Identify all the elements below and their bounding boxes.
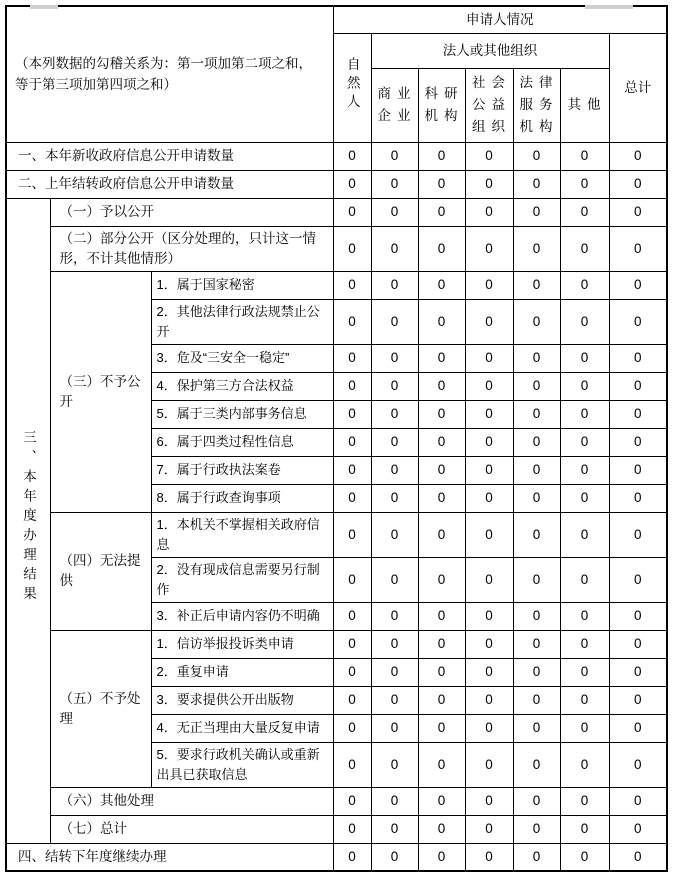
value-cell: 0 bbox=[560, 742, 609, 787]
sub-item-label: 7．属于行政执法案卷 bbox=[151, 456, 333, 484]
section-annual-results-label bbox=[6, 198, 50, 843]
value-cell: 0 bbox=[333, 428, 371, 456]
value-cell: 0 bbox=[465, 372, 513, 400]
value-cell: 0 bbox=[465, 714, 513, 742]
value-cell: 0 bbox=[513, 512, 560, 557]
value-cell: 0 bbox=[371, 226, 418, 271]
value-cell: 0 bbox=[418, 658, 465, 686]
value-cell: 0 bbox=[465, 630, 513, 658]
row-label: 二、上年结转政府信息公开申请数量 bbox=[6, 170, 333, 198]
sub-item-label: 5．要求行政机关确认或重新出具已获取信息 bbox=[151, 742, 333, 787]
header-col-research-institution: 科研机构 bbox=[418, 68, 465, 142]
cropped-ui-fragment bbox=[585, 5, 633, 9]
table-row bbox=[6, 815, 667, 843]
value-cell: 0 bbox=[333, 226, 371, 271]
value-cell: 0 bbox=[371, 630, 418, 658]
header-col-legal-service-org: 法律服务机构 bbox=[513, 68, 560, 142]
value-cell: 0 bbox=[560, 658, 609, 686]
value-cell: 0 bbox=[333, 484, 371, 512]
value-cell: 0 bbox=[371, 400, 418, 428]
value-cell: 0 bbox=[418, 787, 465, 815]
value-cell: 0 bbox=[371, 512, 418, 557]
value-cell: 0 bbox=[609, 372, 667, 400]
value-cell: 0 bbox=[560, 226, 609, 271]
header-row-applicant bbox=[6, 6, 667, 33]
value-cell: 0 bbox=[333, 742, 371, 787]
table-row bbox=[6, 787, 667, 815]
value-cell: 0 bbox=[371, 557, 418, 602]
value-cell: 0 bbox=[560, 271, 609, 299]
table-row bbox=[6, 198, 667, 226]
value-cell: 0 bbox=[560, 714, 609, 742]
sub-item-label: 1．属于国家秘密 bbox=[151, 271, 333, 299]
value-cell: 0 bbox=[513, 226, 560, 271]
value-cell: 0 bbox=[333, 714, 371, 742]
value-cell: 0 bbox=[513, 714, 560, 742]
value-cell: 0 bbox=[465, 170, 513, 198]
value-cell: 0 bbox=[609, 198, 667, 226]
value-cell: 0 bbox=[513, 271, 560, 299]
header-legal-org-group: 法人或其他组织 bbox=[371, 33, 609, 68]
value-cell: 0 bbox=[371, 344, 418, 372]
value-cell: 0 bbox=[560, 170, 609, 198]
value-cell: 0 bbox=[418, 843, 465, 871]
value-cell: 0 bbox=[609, 456, 667, 484]
value-cell: 0 bbox=[513, 686, 560, 714]
row-label: 一、本年新收政府信息公开申请数量 bbox=[6, 142, 333, 170]
value-cell: 0 bbox=[333, 602, 371, 630]
value-cell: 0 bbox=[513, 815, 560, 843]
value-cell: 0 bbox=[465, 226, 513, 271]
value-cell: 0 bbox=[333, 787, 371, 815]
value-cell: 0 bbox=[371, 299, 418, 344]
gov-info-request-stats-table bbox=[5, 5, 668, 872]
value-cell: 0 bbox=[513, 344, 560, 372]
value-cell: 0 bbox=[609, 714, 667, 742]
value-cell: 0 bbox=[560, 299, 609, 344]
value-cell: 0 bbox=[371, 484, 418, 512]
value-cell: 0 bbox=[371, 456, 418, 484]
value-cell: 0 bbox=[371, 372, 418, 400]
sub-item-label: 4．保护第三方合法权益 bbox=[151, 372, 333, 400]
value-cell: 0 bbox=[418, 198, 465, 226]
value-cell: 0 bbox=[465, 815, 513, 843]
value-cell: 0 bbox=[560, 372, 609, 400]
value-cell: 0 bbox=[513, 142, 560, 170]
value-cell: 0 bbox=[513, 630, 560, 658]
value-cell: 0 bbox=[465, 557, 513, 602]
value-cell: 0 bbox=[418, 630, 465, 658]
value-cell: 0 bbox=[371, 742, 418, 787]
value-cell: 0 bbox=[609, 142, 667, 170]
value-cell: 0 bbox=[513, 787, 560, 815]
value-cell: 0 bbox=[609, 512, 667, 557]
value-cell: 0 bbox=[333, 198, 371, 226]
value-cell: 0 bbox=[371, 428, 418, 456]
value-cell: 0 bbox=[609, 484, 667, 512]
sub-item-label: 3．补正后申请内容仍不明确 bbox=[151, 602, 333, 630]
value-cell: 0 bbox=[513, 658, 560, 686]
value-cell: 0 bbox=[465, 142, 513, 170]
value-cell: 0 bbox=[513, 170, 560, 198]
header-col-total: 总计 bbox=[609, 33, 667, 142]
header-col-natural-person bbox=[333, 33, 371, 142]
value-cell: 0 bbox=[609, 428, 667, 456]
value-cell: 0 bbox=[609, 686, 667, 714]
section-annual-results-text: 三、本年度办理结果 bbox=[21, 429, 36, 606]
value-cell: 0 bbox=[333, 142, 371, 170]
value-cell: 0 bbox=[465, 686, 513, 714]
value-cell: 0 bbox=[560, 344, 609, 372]
table-row bbox=[6, 226, 667, 271]
value-cell: 0 bbox=[465, 271, 513, 299]
value-cell: 0 bbox=[609, 344, 667, 372]
value-cell: 0 bbox=[333, 630, 371, 658]
value-cell: 0 bbox=[371, 142, 418, 170]
group-label: （四）无法提供 bbox=[50, 512, 151, 630]
sub-item-label: 2．重复申请 bbox=[151, 658, 333, 686]
group-label: （三）不予公开 bbox=[50, 271, 151, 512]
value-cell: 0 bbox=[333, 843, 371, 871]
value-cell: 0 bbox=[333, 512, 371, 557]
value-cell: 0 bbox=[560, 198, 609, 226]
value-cell: 0 bbox=[418, 742, 465, 787]
value-cell: 0 bbox=[609, 170, 667, 198]
value-cell: 0 bbox=[465, 428, 513, 456]
value-cell: 0 bbox=[418, 299, 465, 344]
value-cell: 0 bbox=[513, 742, 560, 787]
value-cell: 0 bbox=[418, 686, 465, 714]
value-cell: 0 bbox=[418, 170, 465, 198]
value-cell: 0 bbox=[513, 299, 560, 344]
value-cell: 0 bbox=[418, 428, 465, 456]
value-cell: 0 bbox=[465, 484, 513, 512]
annual-report-request-table-page bbox=[0, 5, 673, 864]
sub-item-label: 3．要求提供公开出版物 bbox=[151, 686, 333, 714]
table-row bbox=[6, 630, 667, 658]
value-cell: 0 bbox=[513, 400, 560, 428]
value-cell: 0 bbox=[418, 602, 465, 630]
value-cell: 0 bbox=[513, 198, 560, 226]
value-cell: 0 bbox=[609, 843, 667, 871]
value-cell: 0 bbox=[560, 484, 609, 512]
value-cell: 0 bbox=[560, 815, 609, 843]
sub-item-label: 1．本机关不掌握相关政府信息 bbox=[151, 512, 333, 557]
value-cell: 0 bbox=[609, 742, 667, 787]
value-cell: 0 bbox=[371, 170, 418, 198]
value-cell: 0 bbox=[560, 557, 609, 602]
value-cell: 0 bbox=[513, 484, 560, 512]
value-cell: 0 bbox=[418, 714, 465, 742]
value-cell: 0 bbox=[465, 512, 513, 557]
value-cell: 0 bbox=[560, 456, 609, 484]
value-cell: 0 bbox=[371, 686, 418, 714]
value-cell: 0 bbox=[371, 843, 418, 871]
table-row bbox=[6, 170, 667, 198]
row-label: （六）其他处理 bbox=[50, 787, 333, 815]
sub-item-label: 8．属于行政查询事项 bbox=[151, 484, 333, 512]
cropped-ui-fragment bbox=[30, 5, 58, 9]
sub-item-label: 1．信访举报投诉类申请 bbox=[151, 630, 333, 658]
value-cell: 0 bbox=[513, 602, 560, 630]
value-cell: 0 bbox=[465, 344, 513, 372]
value-cell: 0 bbox=[333, 400, 371, 428]
value-cell: 0 bbox=[333, 372, 371, 400]
value-cell: 0 bbox=[418, 456, 465, 484]
row-label: 四、结转下年度继续办理 bbox=[6, 843, 333, 871]
value-cell: 0 bbox=[418, 484, 465, 512]
value-cell: 0 bbox=[609, 602, 667, 630]
sub-item-label: 4．无正当理由大量反复申请 bbox=[151, 714, 333, 742]
value-cell: 0 bbox=[418, 512, 465, 557]
value-cell: 0 bbox=[418, 400, 465, 428]
table-row bbox=[6, 271, 667, 299]
value-cell: 0 bbox=[418, 344, 465, 372]
value-cell: 0 bbox=[609, 557, 667, 602]
value-cell: 0 bbox=[609, 400, 667, 428]
value-cell: 0 bbox=[333, 456, 371, 484]
value-cell: 0 bbox=[560, 843, 609, 871]
value-cell: 0 bbox=[333, 815, 371, 843]
reconciliation-note-cell: （本列数据的勾稽关系为：第一项加第二项之和，等于第三项加第四项之和） bbox=[6, 6, 333, 142]
value-cell: 0 bbox=[560, 686, 609, 714]
row-label: （一）予以公开 bbox=[50, 198, 333, 226]
value-cell: 0 bbox=[465, 456, 513, 484]
value-cell: 0 bbox=[418, 142, 465, 170]
sub-item-label: 2．其他法律行政法规禁止公开 bbox=[151, 299, 333, 344]
value-cell: 0 bbox=[513, 456, 560, 484]
value-cell: 0 bbox=[513, 428, 560, 456]
value-cell: 0 bbox=[609, 658, 667, 686]
row-label: （七）总计 bbox=[50, 815, 333, 843]
value-cell: 0 bbox=[371, 602, 418, 630]
value-cell: 0 bbox=[465, 602, 513, 630]
value-cell: 0 bbox=[465, 198, 513, 226]
value-cell: 0 bbox=[560, 400, 609, 428]
value-cell: 0 bbox=[465, 299, 513, 344]
value-cell: 0 bbox=[560, 512, 609, 557]
header-col-other: 其他 bbox=[560, 68, 609, 142]
natural-person-label: 自然人 bbox=[344, 56, 360, 113]
value-cell: 0 bbox=[560, 602, 609, 630]
value-cell: 0 bbox=[333, 271, 371, 299]
table-row bbox=[6, 512, 667, 557]
value-cell: 0 bbox=[513, 557, 560, 602]
value-cell: 0 bbox=[418, 271, 465, 299]
value-cell: 0 bbox=[609, 787, 667, 815]
sub-item-label: 5．属于三类内部事务信息 bbox=[151, 400, 333, 428]
value-cell: 0 bbox=[418, 372, 465, 400]
header-col-commercial-enterprise: 商业企业 bbox=[371, 68, 418, 142]
value-cell: 0 bbox=[371, 271, 418, 299]
value-cell: 0 bbox=[513, 372, 560, 400]
value-cell: 0 bbox=[513, 843, 560, 871]
sub-item-label: 3．危及“三安全一稳定” bbox=[151, 344, 333, 372]
table-row bbox=[6, 843, 667, 871]
value-cell: 0 bbox=[418, 557, 465, 602]
value-cell: 0 bbox=[560, 428, 609, 456]
value-cell: 0 bbox=[371, 198, 418, 226]
value-cell: 0 bbox=[609, 271, 667, 299]
value-cell: 0 bbox=[465, 843, 513, 871]
header-col-social-welfare-org: 社会公益组织 bbox=[465, 68, 513, 142]
value-cell: 0 bbox=[560, 142, 609, 170]
group-label: （五）不予处理 bbox=[50, 630, 151, 787]
value-cell: 0 bbox=[333, 299, 371, 344]
value-cell: 0 bbox=[609, 226, 667, 271]
value-cell: 0 bbox=[333, 658, 371, 686]
value-cell: 0 bbox=[371, 658, 418, 686]
value-cell: 0 bbox=[371, 714, 418, 742]
value-cell: 0 bbox=[418, 226, 465, 271]
value-cell: 0 bbox=[371, 815, 418, 843]
value-cell: 0 bbox=[465, 400, 513, 428]
value-cell: 0 bbox=[371, 787, 418, 815]
header-applicant-title: 申请人情况 bbox=[333, 6, 667, 33]
value-cell: 0 bbox=[609, 815, 667, 843]
value-cell: 0 bbox=[333, 686, 371, 714]
value-cell: 0 bbox=[465, 742, 513, 787]
value-cell: 0 bbox=[465, 787, 513, 815]
value-cell: 0 bbox=[560, 630, 609, 658]
value-cell: 0 bbox=[465, 658, 513, 686]
value-cell: 0 bbox=[333, 344, 371, 372]
row-label: （二）部分公开（区分处理的，只计这一情形，不计其他情形） bbox=[50, 226, 333, 271]
sub-item-label: 6．属于四类过程性信息 bbox=[151, 428, 333, 456]
value-cell: 0 bbox=[609, 299, 667, 344]
value-cell: 0 bbox=[333, 557, 371, 602]
sub-item-label: 2．没有现成信息需要另行制作 bbox=[151, 557, 333, 602]
value-cell: 0 bbox=[418, 815, 465, 843]
value-cell: 0 bbox=[560, 787, 609, 815]
table-row bbox=[6, 142, 667, 170]
value-cell: 0 bbox=[333, 170, 371, 198]
value-cell: 0 bbox=[609, 630, 667, 658]
